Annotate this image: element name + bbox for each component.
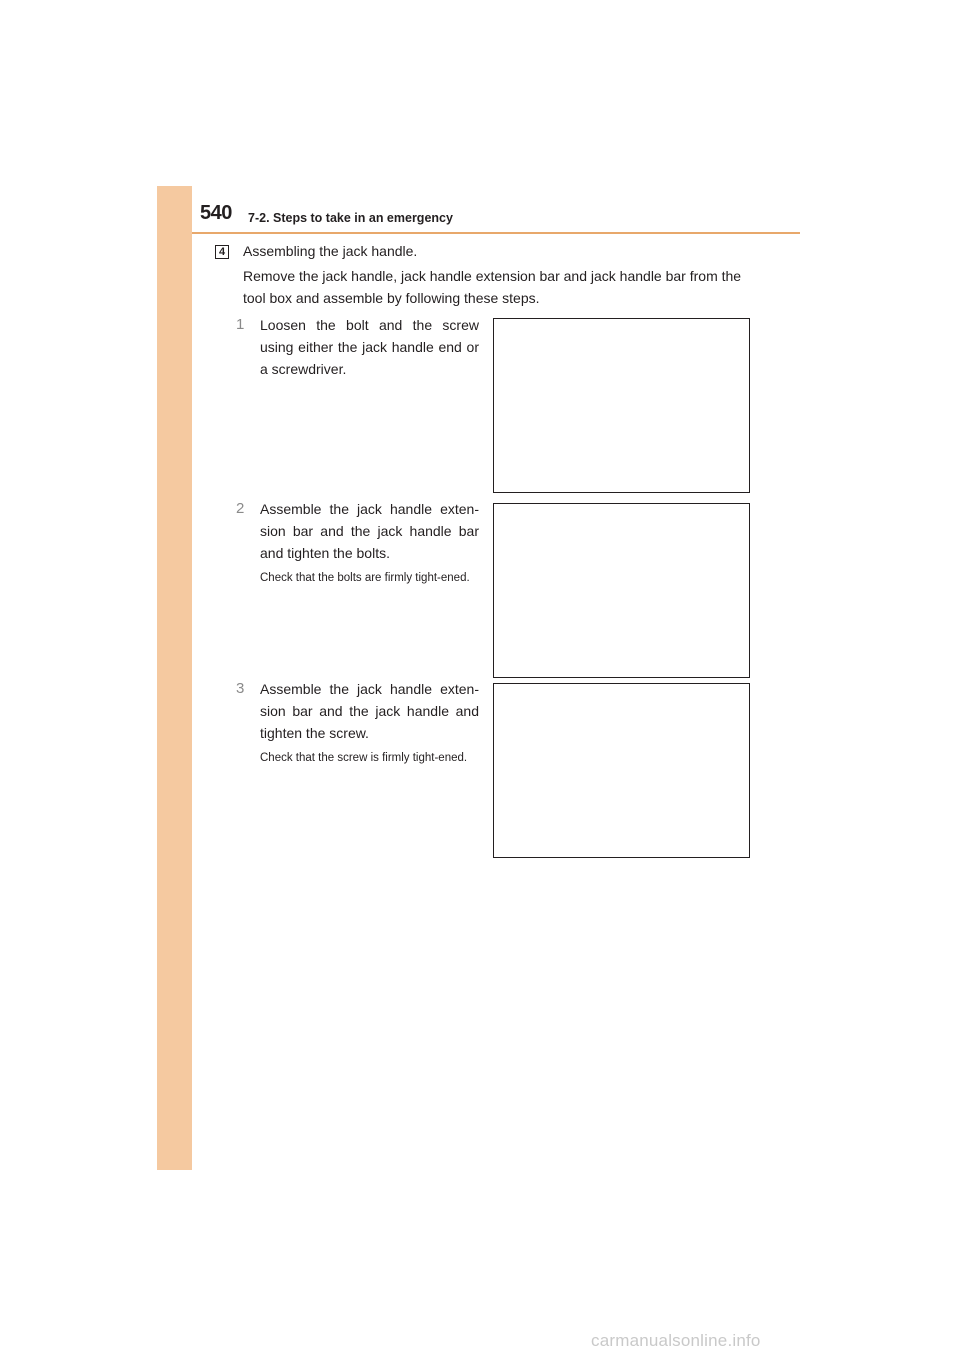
substep-1-text: Loosen the bolt and the screw using either the jack handle end or a screwdriver. bbox=[260, 317, 479, 377]
substep-2-figure bbox=[493, 503, 750, 678]
step-title: Assembling the jack handle. bbox=[243, 243, 418, 259]
substep-3-figure bbox=[493, 683, 750, 858]
substep-3-note: Check that the screw is firmly tight-ened. bbox=[260, 752, 468, 764]
substep-2-text: Assemble the jack handle exten-sion bar and the jack handle bar and tighten the bolts. bbox=[260, 501, 479, 561]
substep-3-number: 3 bbox=[236, 680, 245, 697]
substep-1-figure bbox=[493, 318, 750, 493]
watermark: carmanualsonline.info bbox=[591, 1331, 761, 1350]
substep-3-text: Assemble the jack handle exten-sion bar and the jack handle and tighten the screw. bbox=[260, 681, 479, 741]
substep-2-number: 2 bbox=[236, 500, 245, 517]
step-number-box: 4 bbox=[215, 245, 229, 259]
substep-2-note: Check that the bolts are firmly tight-ened. bbox=[260, 572, 470, 584]
substep-1-number: 1 bbox=[236, 316, 245, 333]
header-divider bbox=[192, 232, 800, 234]
chapter-sidebar-tab bbox=[157, 186, 192, 1170]
step-description: Remove the jack handle, jack handle extension bar and jack handle bar from the tool box and assemble by following these steps. bbox=[243, 268, 742, 306]
section-title: 7-2. Steps to take in an emergency bbox=[248, 211, 453, 225]
page-number: 540 bbox=[200, 202, 232, 224]
